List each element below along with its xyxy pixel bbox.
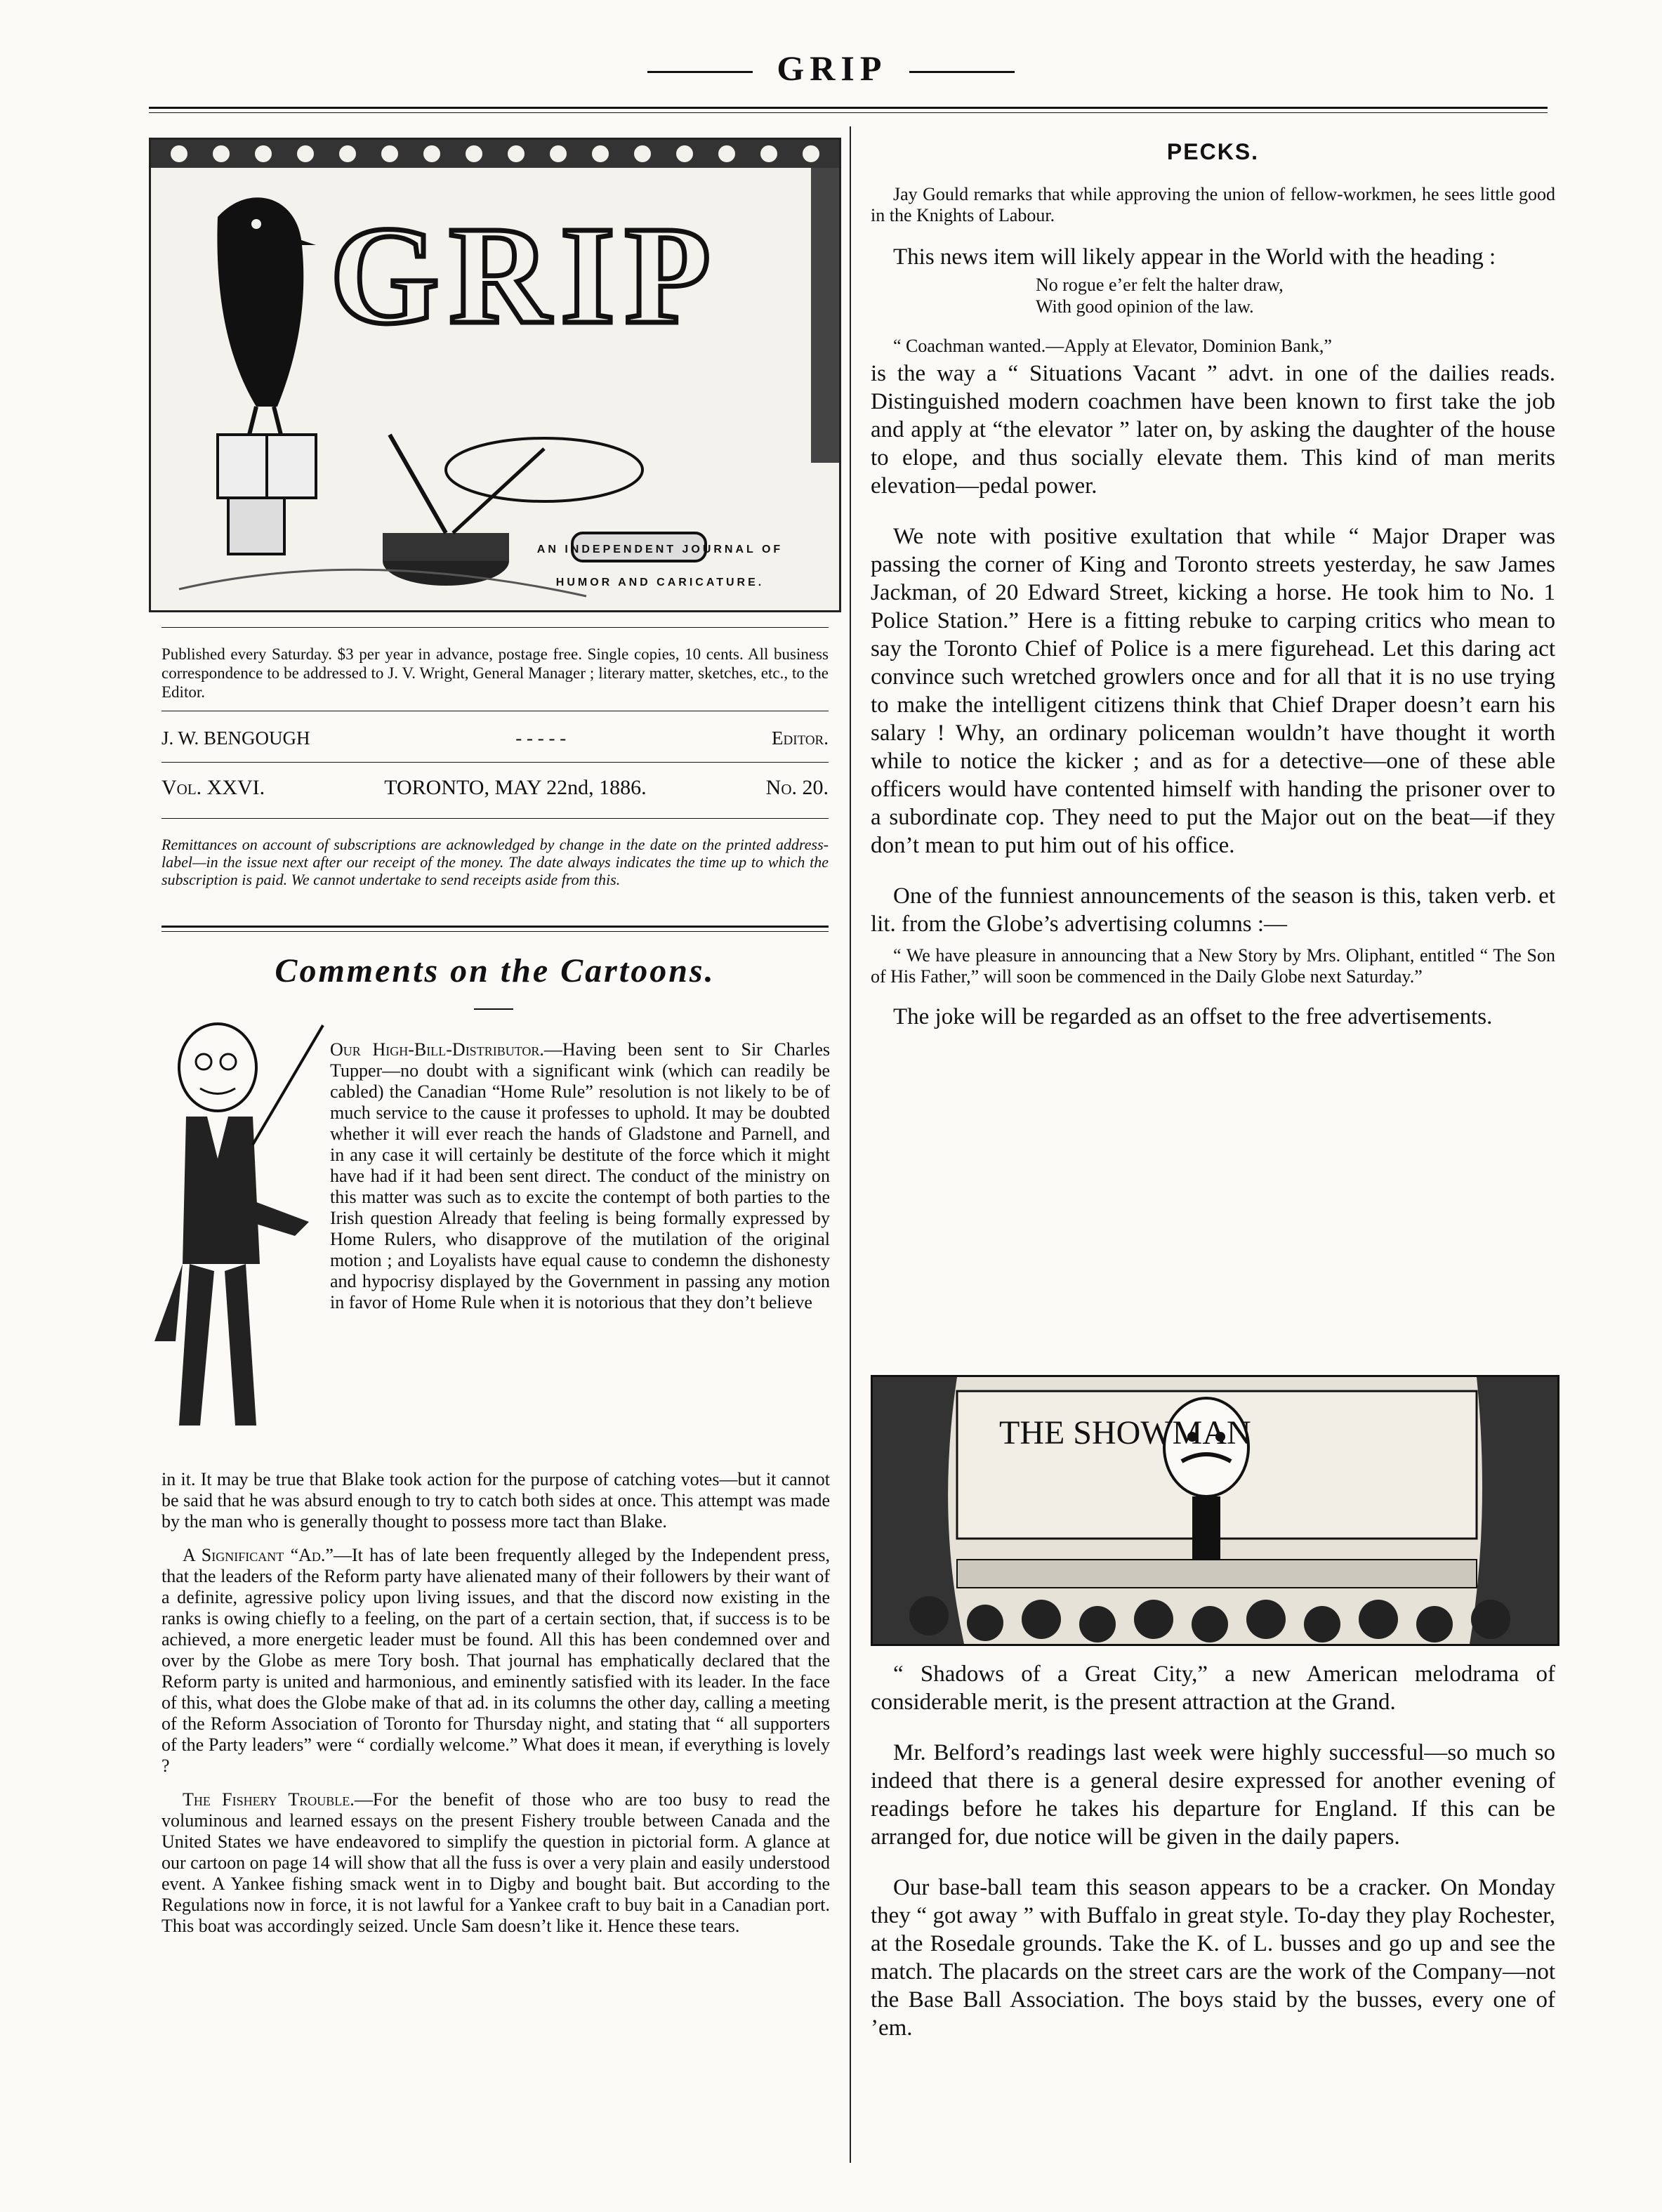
rule-section bbox=[161, 926, 829, 928]
volume-line bbox=[161, 776, 829, 800]
pecks-title: PECKS. bbox=[1166, 139, 1260, 164]
caricature-figure bbox=[147, 1011, 330, 1447]
editor-role: Editor. bbox=[772, 728, 829, 749]
article-lead-1: Our High-Bill-Distributor. bbox=[330, 1039, 544, 1060]
pecks-column-lower bbox=[871, 1660, 1555, 2065]
top-rule bbox=[149, 107, 1548, 109]
peck-joke: The joke will be regarded as an offset to the free advertisements. bbox=[893, 1004, 1493, 1029]
verse-block bbox=[1036, 274, 1555, 317]
column-divider bbox=[850, 126, 851, 2163]
masthead-art bbox=[151, 140, 839, 610]
rule-volume bbox=[161, 762, 829, 763]
peck-coachman-ad: “ Coachman wanted.—Apply at Elevator, Dominion Bank,” bbox=[893, 336, 1332, 356]
publication-info: Published every Saturday. $3 per year in advance, postage free. Single copies, 10 cents. All business correspondence to be addressed to J. V. Wright, General Manager ; literary matter, sketches, etc., to the Editor. bbox=[161, 645, 829, 701]
issue-number: No. 20. bbox=[765, 776, 829, 799]
article-lead-2: A Significant “Ad.” bbox=[183, 1545, 334, 1565]
remittance-note: Remittances on account of subscriptions are acknowledged by change in the date on the printed address-label—in the issue next after our receipt of the money. The date always indicates the time up to which the subscription is paid. We cannot undertake to send receipts aside from this. bbox=[161, 836, 829, 888]
verse-line-2: With good opinion of the law. bbox=[1036, 296, 1254, 317]
article-text-3: —For the benefit of those who are too busy to read the voluminous and learned essays on the present Fishery trouble between Canada and the United States we have endeavored to simplify the question in pictorial form. A glance at our cartoon on page 14 will show that all the fuss is over a very plain and easily understood event. A Yankee fishing smack went in to Digby and bought bait. But according to the Regulations now in force, it is not lawful for a Yankee craft to buy bait in a Canadian port. This boat was accordingly seized. Uncle Sam doesn’t like it. Hence these tears. bbox=[161, 1789, 830, 1936]
running-head-title: GRIP bbox=[777, 48, 885, 88]
editor-line bbox=[161, 728, 829, 749]
rule-left bbox=[647, 71, 753, 73]
tagline-1: AN INDEPENDENT JOURNAL OF bbox=[536, 544, 784, 555]
section-title: Comments on the Cartoons. bbox=[275, 952, 715, 989]
rule-pubinfo bbox=[161, 627, 829, 628]
pecks-column bbox=[871, 184, 1555, 1031]
article-fishery-trouble bbox=[161, 1789, 830, 1937]
tagline-2: HUMOR AND CARICATURE. bbox=[555, 577, 765, 588]
issue-date: TORONTO, MAY 22nd, 1886. bbox=[384, 776, 647, 799]
peck-base-ball: Our base-ball team this season appears to be a cracker. On Monday they “ got away ” with Buffalo in great style. To-day they play Rochester, at the Rosedale grounds. Take the K. of L. busses and go up and see the match. The placards on the street cars are the work of the Company—not the Base Ball Association. The boys staid by the busses, every one of ’em. bbox=[871, 1875, 1555, 2041]
caricature-art bbox=[147, 1011, 330, 1447]
rule-section-thin bbox=[161, 931, 829, 932]
running-head bbox=[0, 48, 1662, 88]
article-high-bill-tail bbox=[161, 1469, 830, 1949]
top-rule-thin bbox=[149, 112, 1548, 113]
verse-line-1: No rogue e’er felt the halter draw, bbox=[1036, 275, 1284, 295]
article-high-bill-distributor bbox=[330, 1039, 830, 1313]
editor-name: J. W. BENGOUGH bbox=[161, 728, 310, 749]
peck-globe-quote: “ We have pleasure in announcing that a New Story by Mrs. Oliphant, entitled “ The Son of His Father,” will soon be commenced in the Daily Globe next Saturday.” bbox=[871, 945, 1555, 987]
editor-dots: - - - - - bbox=[515, 728, 567, 749]
showman-art bbox=[873, 1377, 1557, 1644]
peck-globe-announcement: One of the funniest announcements of the season is this, taken verb. et lit. from the Globe’s advertising columns :— bbox=[871, 883, 1555, 937]
peck-major-draper: We note with positive exultation that while “ Major Draper was passing the corner of King and Toronto streets yesterday, he saw James Jackman, of 20 Edward Street, kicking a horse. He took him to No. 1 Police Station.” Here is a fitting rebuke to carping critics who mean to say the Toronto Chief of Police is a mere figurehead. Let this daring act convince such wretched growlers once and for all that it is no use trying to make the intelligent citizens think that Chief Draper doesn’t earn his salary ! Why, an ordinary policeman wouldn’t have thought it worth while to notice the kicker ; and as for a detective—one of these able officers would have contented himself with handing the prisoner over to a subordinate cop. They need to put the Major out on the beat—if they don’t mean to put him out of his office. bbox=[871, 524, 1555, 858]
volume-number: Vol. XXVI. bbox=[161, 776, 265, 799]
masthead-logo: GRIP bbox=[330, 198, 720, 353]
peck-jay-gould: Jay Gould remarks that while approving the union of fellow-workmen, he sees little good in the Knights of Labour. bbox=[871, 184, 1555, 225]
article-tail-1: in it. It may be true that Blake took action for the purpose of catching votes—but it cannot be said that he was absurd enough to try to catch both sides at once. This attempt was made by the man who is generally thought to possess more tact than Blake. bbox=[161, 1469, 830, 1532]
article-text-2: —It has of late been frequently alleged by the Independent press, that the leaders of the Reform party have alienated many of their followers by their want of a definite, agressive policy upon living issues, and that the discord now existing in the ranks is owing chiefly to a feeling, on the part of a certain section, that, if success is to be achieved, a more energetic leader must be found. All this has been condemned over and over by the Globe as mere Tory bosh. That journal has emphatically declared that the Reform party is united and harmonious, and eminently satisfied with its leader. In the face of this, what does the Globe make of that ad. in its columns the other day, calling a meeting of the Reform Association of Toronto for Thursday night, and stating that “ all supporters of the Party leaders” were “ cordially welcome.” What does it mean, if everything is lovely ? bbox=[161, 1545, 830, 1776]
short-rule-left bbox=[474, 1008, 513, 1010]
showman-cartoon bbox=[871, 1375, 1559, 1646]
showman-caption: THE SHOWMAN bbox=[999, 1414, 1251, 1451]
rule-remit bbox=[161, 818, 829, 819]
rule-right bbox=[909, 71, 1015, 73]
peck-coachman-text: is the way a “ Situations Vacant ” advt. in one of the dailies reads. Distinguished modern coachmen have been known to first take the job and apply at “the elevator ” later on, by asking the daughter of the house to elope, and thus socially elevate them. This kind of man merits elevation—pedal power. bbox=[871, 361, 1555, 499]
peck-shadows: “ Shadows of a Great City,” a new American melodrama of considerable merit, is the present attraction at the Grand. bbox=[871, 1661, 1555, 1715]
peck-belford: Mr. Belford’s readings last week were highly successful—so much so indeed that there is a general desire expressed for another evening of readings before he takes his departure for England. If this can be arranged for, due notice will be given in the daily papers. bbox=[871, 1740, 1555, 1850]
article-significant-ad bbox=[161, 1545, 830, 1777]
peck-news-item: This news item will likely appear in the World with the heading : bbox=[893, 244, 1496, 270]
masthead-illustration bbox=[149, 138, 841, 612]
article-lead-3: The Fishery Trouble. bbox=[183, 1789, 355, 1810]
article-text-1: —Having been sent to Sir Charles Tupper—no doubt with a significant wink (which can readily be cabled) the Canadian “Home Rule” resolution is not likely to be of much service to the cause it professes to uphold. It may be doubted whether it will ever reach the hands of Gladstone and Parnell, and in any case it will certainly be destitute of the force which it might have had if it had been sent direct. The conduct of the ministry on this matter was such as to excite the contempt of both parties to the Irish question Already that feeling is being formally expressed by Home Rulers, who disapprove of the mutilation of the original motion ; and Loyalists have equal cause to condemn the dishonesty and hypocrisy displayed by the Government in passing any motion in favor of Home Rule when it is notorious that they don’t believe bbox=[330, 1039, 830, 1312]
